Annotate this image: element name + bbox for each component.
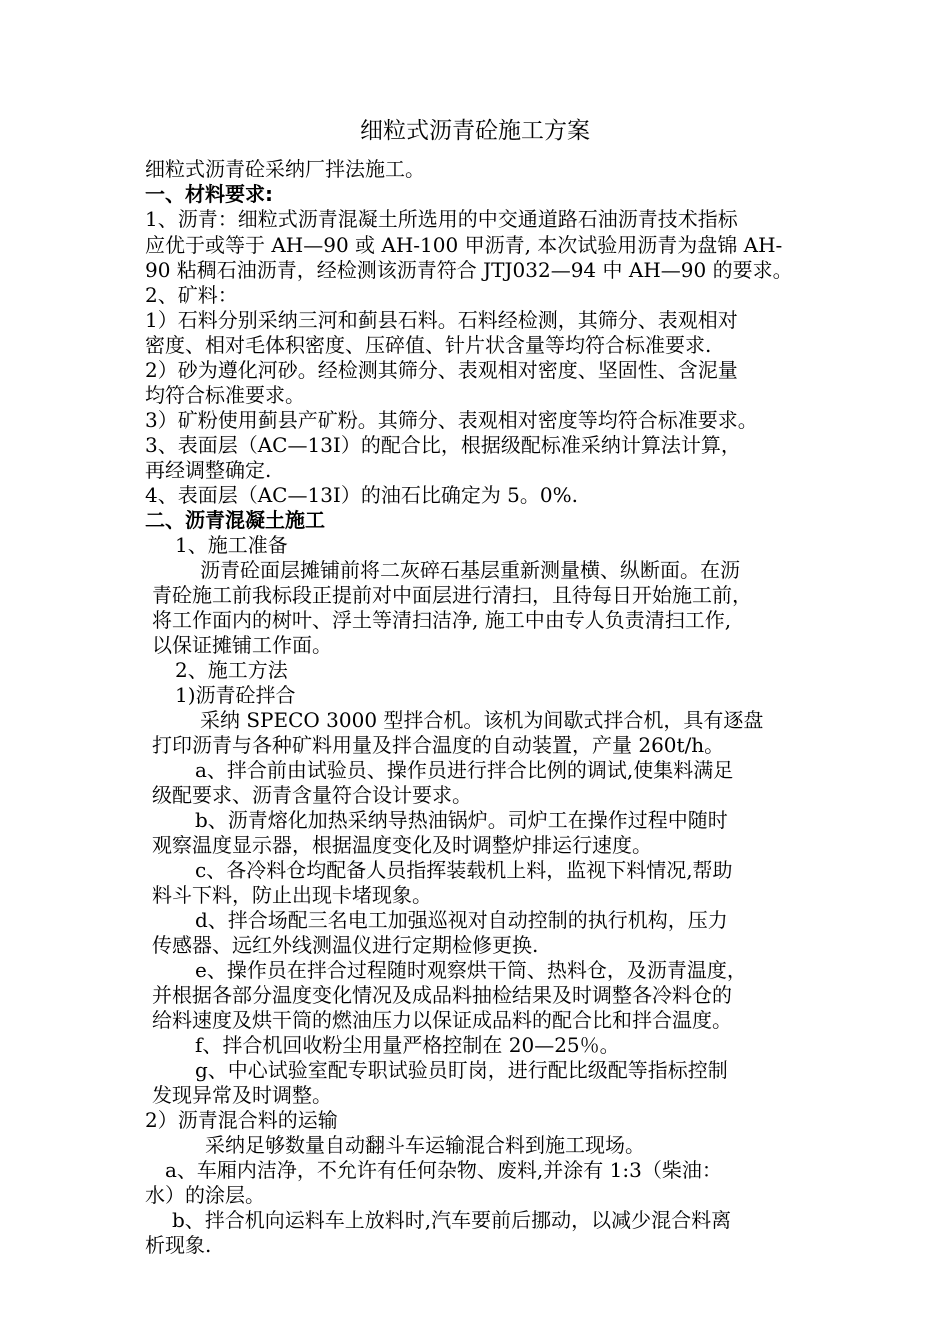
text-line: 将工作面内的树叶、浮土等清扫洁净, 施工中由专人负责清扫工作, <box>152 608 732 632</box>
text-line: 并根据各部分温度变化情况及成品料抽检结果及时调整各冷料仓的 <box>152 983 732 1007</box>
text-line: 密度、相对毛体积密度、压碎值、针片状含量等均符合标准要求. <box>145 333 712 357</box>
section-heading: 一、材料要求: <box>145 182 273 206</box>
text-line: 采纳足够数量自动翻斗车运输混合料到施工现场。 <box>205 1133 645 1157</box>
document-title: 细粒式沥青砼施工方案 <box>360 118 590 144</box>
text-line: 3、表面层（AC—13Ⅰ）的配合比，根据级配标准采纳计算法计算， <box>145 433 741 457</box>
text-line: 3）矿粉使用蓟县产矿粉。其筛分、表观相对密度等均符合标准要求。 <box>145 408 758 432</box>
text-line: 细粒式沥青砼采纳厂拌法施工。 <box>145 157 425 181</box>
text-line: 2、施工方法 <box>175 658 288 682</box>
section-heading: 二、沥青混凝土施工 <box>145 508 325 532</box>
text-line: 2）沥青混合料的运输 <box>145 1108 338 1132</box>
text-line: 料斗下料，防止出现卡堵现象。 <box>152 883 432 907</box>
text-line: a、拌合前由试验员、操作员进行拌合比例的调试,使集料满足 <box>195 758 734 782</box>
text-line: 观察温度显示器，根据温度变化及时调整炉排运行速度。 <box>152 833 652 857</box>
text-line: a、车厢内洁净，不允许有任何杂物、废料,并涂有 1:3（柴油： <box>165 1158 722 1182</box>
text-line: 2）砂为遵化河砂。经检测其筛分、表观相对密度、坚固性、含泥量 <box>145 358 738 382</box>
text-line: 4、表面层（AC—13Ⅰ）的油石比确定为 5。0%. <box>145 483 578 507</box>
text-line: 水）的涂层。 <box>145 1183 265 1207</box>
text-line: 沥青砼面层摊铺前将二灰碎石基层重新测量横、纵断面。在沥 <box>200 558 740 582</box>
text-line: e、操作员在拌合过程随时观察烘干筒、热料仓，及沥青温度， <box>195 958 747 982</box>
text-line: 1）石料分别采纳三河和蓟县石料。石料经检测，其筛分、表观相对 <box>145 308 738 332</box>
text-line: 析现象. <box>145 1233 212 1257</box>
text-line: 级配要求、沥青含量符合设计要求。 <box>152 783 472 807</box>
text-line: f、拌合机回收粉尘用量严格控制在 20—25％。 <box>195 1033 620 1057</box>
text-line: 再经调整确定. <box>145 458 272 482</box>
text-line: 均符合标准要求。 <box>145 383 305 407</box>
text-line: c、各冷料仓均配备人员指挥装载机上料，监视下料情况,帮助 <box>195 858 733 882</box>
text-line: b、拌合机向运料车上放料时,汽车要前后挪动，以减少混合料离 <box>172 1208 732 1232</box>
text-line: 1、沥青：细粒式沥青混凝土所选用的中交通道路石油沥青技术指标 <box>145 207 738 231</box>
text-line: 给料速度及烘干筒的燃油压力以保证成品料的配合比和拌合温度。 <box>152 1008 732 1032</box>
text-line: 发现异常及时调整。 <box>152 1083 332 1107</box>
text-line: 传感器、远红外线测温仪进行定期检修更换. <box>152 933 539 957</box>
text-line: 以保证摊铺工作面。 <box>152 633 332 657</box>
text-line: 1、施工准备 <box>175 533 288 557</box>
text-line: 青砼施工前我标段正提前对中面层进行清扫，且待每日开始施工前， <box>152 583 752 607</box>
text-line: b、沥青熔化加热采纳导热油锅炉。司炉工在操作过程中随时 <box>195 808 728 832</box>
text-line: 90 粘稠石油沥青，经检测该沥青符合 JTJ032—94 中 AH—90 的要求。 <box>145 258 793 282</box>
text-line: 采纳 SPECO 3000 型拌合机。该机为间歇式拌合机，具有逐盘 <box>200 708 764 732</box>
text-line: 2、矿料： <box>145 283 238 307</box>
text-line: 打印沥青与各种矿料用量及拌合温度的自动装置，产量 260t/h。 <box>152 733 725 757</box>
text-line: d、拌合场配三名电工加强巡视对自动控制的执行机构，压力 <box>195 908 728 932</box>
text-line: 1)沥青砼拌合 <box>175 683 296 707</box>
text-line: g、中心试验室配专职试验员盯岗，进行配比级配等指标控制 <box>195 1058 728 1082</box>
text-line: 应优于或等于 AH—90 或 AH-100 甲沥青, 本次试验用沥青为盘锦 AH- <box>145 233 783 257</box>
